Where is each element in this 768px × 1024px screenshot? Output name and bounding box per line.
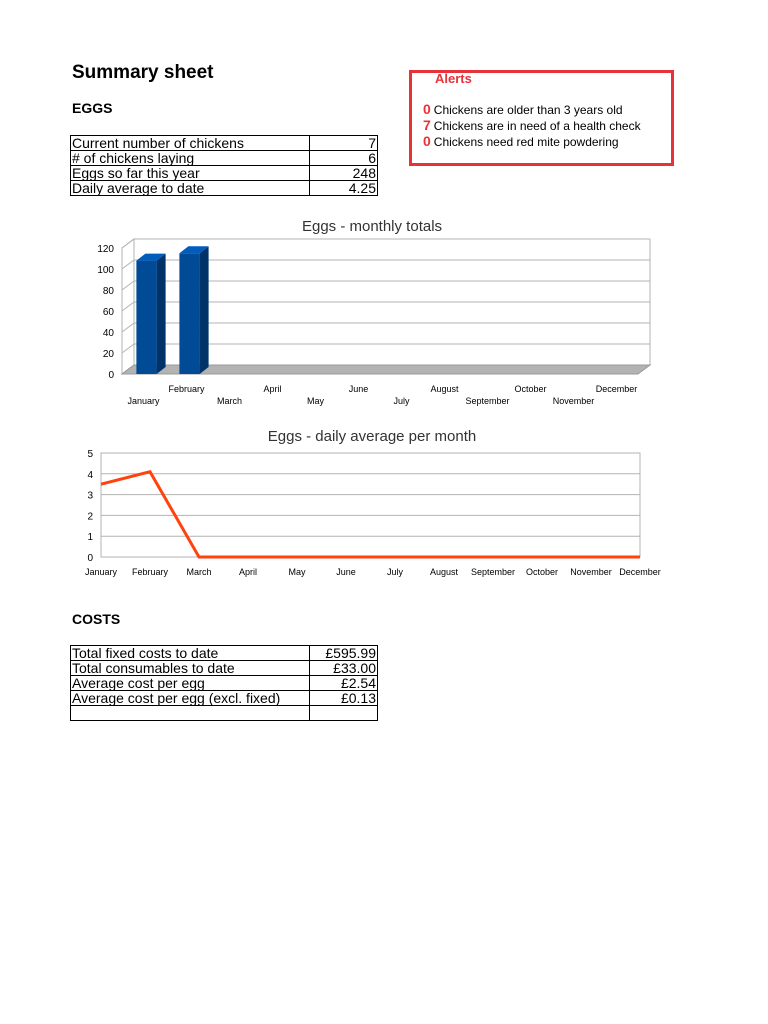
eggs-heading: EGGS <box>72 100 113 116</box>
table-row <box>71 706 378 721</box>
table-row <box>71 151 378 166</box>
x-tick-label: May <box>306 396 325 406</box>
x-tick-label: March <box>216 396 243 406</box>
bar <box>136 261 156 374</box>
y-tick-label: 1 <box>87 532 93 544</box>
monthly-totals-chart <box>0 210 768 410</box>
table-row <box>71 166 378 181</box>
x-tick-label: May <box>288 567 306 577</box>
x-tick-label: January <box>84 567 118 577</box>
x-tick-label: July <box>393 396 410 406</box>
plot-area <box>101 453 640 557</box>
table-cell-value: £2.54 <box>310 676 378 691</box>
alert-count: 7 <box>423 117 431 133</box>
y-tick-label: 120 <box>97 244 114 255</box>
y-tick-label: 20 <box>102 349 114 360</box>
bar-side <box>157 254 166 374</box>
table-row <box>71 661 378 676</box>
table-cell-value: 248 <box>310 166 378 181</box>
x-tick-label: December <box>619 567 661 577</box>
table-cell-value <box>310 706 378 721</box>
page-title: Summary sheet <box>72 62 214 83</box>
daily-average-chart <box>0 420 768 585</box>
x-tick-label: April <box>238 567 258 577</box>
alerts-box <box>409 70 674 166</box>
x-tick-label: July <box>386 567 404 577</box>
alert-item <box>423 133 619 149</box>
y-tick-label: 5 <box>87 449 93 460</box>
alert-count: 0 <box>423 133 431 149</box>
costs-heading: COSTS <box>72 611 121 627</box>
table-row <box>71 691 378 706</box>
table-cell-value: 6 <box>310 151 378 166</box>
table-cell-value: £33.00 <box>310 661 378 676</box>
table-row <box>71 136 378 151</box>
alert-count: 0 <box>423 101 431 117</box>
y-tick-label: 4 <box>87 469 93 481</box>
alerts-heading: Alerts <box>435 71 472 86</box>
x-tick-label: October <box>514 384 547 394</box>
table-cell-label: Average cost per egg (excl. fixed) <box>71 691 310 706</box>
y-tick-label: 2 <box>87 511 93 523</box>
table-cell-value: £0.13 <box>310 691 378 706</box>
eggs-table <box>70 135 378 196</box>
table-cell-label: Daily average to date <box>71 181 310 196</box>
x-tick-label: August <box>430 384 459 394</box>
alert-text: Chickens are older than 3 years old <box>433 103 623 117</box>
alert-item <box>423 101 623 117</box>
table-row <box>71 676 378 691</box>
alert-text: Chickens need red mite powdering <box>433 135 619 149</box>
table-row <box>71 181 378 196</box>
y-tick-label: 0 <box>108 370 114 381</box>
table-cell-label: # of chickens laying <box>71 151 310 166</box>
y-tick-label: 40 <box>102 328 114 339</box>
x-tick-label: December <box>595 384 638 394</box>
table-cell-label: Total fixed costs to date <box>71 646 310 661</box>
table-cell-value: 4.25 <box>310 181 378 196</box>
x-tick-label: March <box>186 567 212 577</box>
x-tick-label: February <box>168 384 205 394</box>
y-tick-label: 80 <box>102 286 114 297</box>
table-cell-label <box>71 706 310 721</box>
x-tick-label: November <box>570 567 612 577</box>
x-tick-label: January <box>127 396 160 406</box>
alert-text: Chickens are in need of a health check <box>433 119 641 133</box>
y-tick-label: 3 <box>87 490 93 502</box>
x-tick-label: October <box>525 567 559 577</box>
x-tick-label: April <box>263 384 282 394</box>
table-cell-label: Total consumables to date <box>71 661 310 676</box>
alert-item <box>423 117 641 133</box>
x-tick-label: November <box>552 396 595 406</box>
x-tick-label: September <box>465 396 510 406</box>
x-tick-label: June <box>336 567 356 577</box>
y-tick-label: 100 <box>97 265 114 276</box>
y-tick-label: 0 <box>87 553 93 564</box>
chart-title: Eggs - daily average per month <box>267 428 477 445</box>
bar <box>179 253 199 374</box>
x-tick-label: February <box>131 567 169 577</box>
table-cell-label: Eggs so far this year <box>71 166 310 181</box>
table-cell-label: Average cost per egg <box>71 676 310 691</box>
x-tick-label: August <box>429 567 459 577</box>
table-cell-value: 7 <box>310 136 378 151</box>
costs-table <box>70 645 378 721</box>
x-tick-label: September <box>470 567 516 577</box>
y-tick-label: 60 <box>102 307 114 318</box>
table-cell-label: Current number of chickens <box>71 136 310 151</box>
x-tick-label: June <box>348 384 369 394</box>
chart-title: Eggs - monthly totals <box>301 218 443 235</box>
table-row <box>71 646 378 661</box>
table-cell-value: £595.99 <box>310 646 378 661</box>
bar-side <box>200 246 209 374</box>
